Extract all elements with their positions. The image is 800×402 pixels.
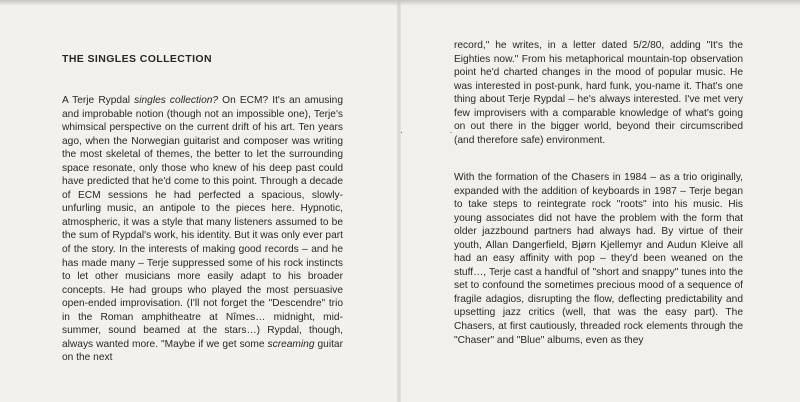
binding-marks: · ·: [400, 127, 475, 137]
scan-top-edge: [0, 0, 800, 6]
right-column-paragraph-1: record," he writes, in a letter dated 5/2/80, adding "It's the Eighties now." From his metaphorical mountain-top observation point he'd charted changes in the mood of popular music. He was interested in post-punk, hard funk, you-name it. That's one thing about Terje Rypdal – he's always interested. I've met very few improvisers with a comparable knowledge of what's going on out there in the bigger world, beyond their circumscribed (and therefore safe) environment.: [454, 40, 743, 146]
text-segment: guitar on the next: [62, 338, 343, 364]
right-column-paragraph-2: With the formation of the Chasers in 1984 – as a trio originally, expanded with the addition of keyboards in 1987 – Terje began to take steps to reintegrate rock "roots" into his music. His young associates did not have the problem with the form that older jazzbound partners had always had. By virtue of their youth, Allan Dangerfield, Bjørn Kjellemyr and Audun Kleive all had an easy affinity with pop – they'd been weaned on the stuff…, Terje cast a handful of "short and snappy" tunes into the set to confound the sometimes precious mood of a sequence of fragile adagios, disrupting the flow, deflecting predictability and upsetting jazz critics (well, that was the easy part). The Chasers, at first cautiously, threaded rock elements through the "Chaser" and "Blue" albums, even as they: [454, 172, 743, 346]
text-segment-italic: singles collection?: [134, 95, 219, 106]
text-segment: On ECM? It's an amusing and improbable notion (though not an impossible one), Terje's whimsical perspective on the current drift of his art. Ten years ago, when the Norwegian guitarist and composer was writing the most skeletal of themes, the better to let the surrounding space resonate, only those who knew of his deep past could have predicted that he'd come to this point. Through a decade of ECM sessions he had perfected a spacious, slowly-unfurling music, an antipole to the pieces here. Hypnotic, atmospheric, it was a style that many listeners assumed to be the sum of Rypdal's work, his identity. But it was only ever part of the story. In the interests of making good records – and he has made many – Terje suppressed some of his rock instincts to let other musicians more easily adapt to his broader concepts. He had groups who played the most persuasive open-ended improvisation. (I'll not forget the "Descendre" trio in the Roman amphitheatre at Nîmes… midnight, mid-summer, sound beamed at the stars…) Rypdal, though, always wanted more. "Maybe if we get some: [62, 95, 343, 350]
left-column-text: [62, 94, 343, 365]
section-heading: THE SINGLES COLLECTION: [62, 53, 212, 65]
page-fold: [397, 0, 401, 402]
text-segment: A Terje Rypdal: [62, 95, 135, 106]
text-segment-italic: screaming: [267, 338, 315, 350]
